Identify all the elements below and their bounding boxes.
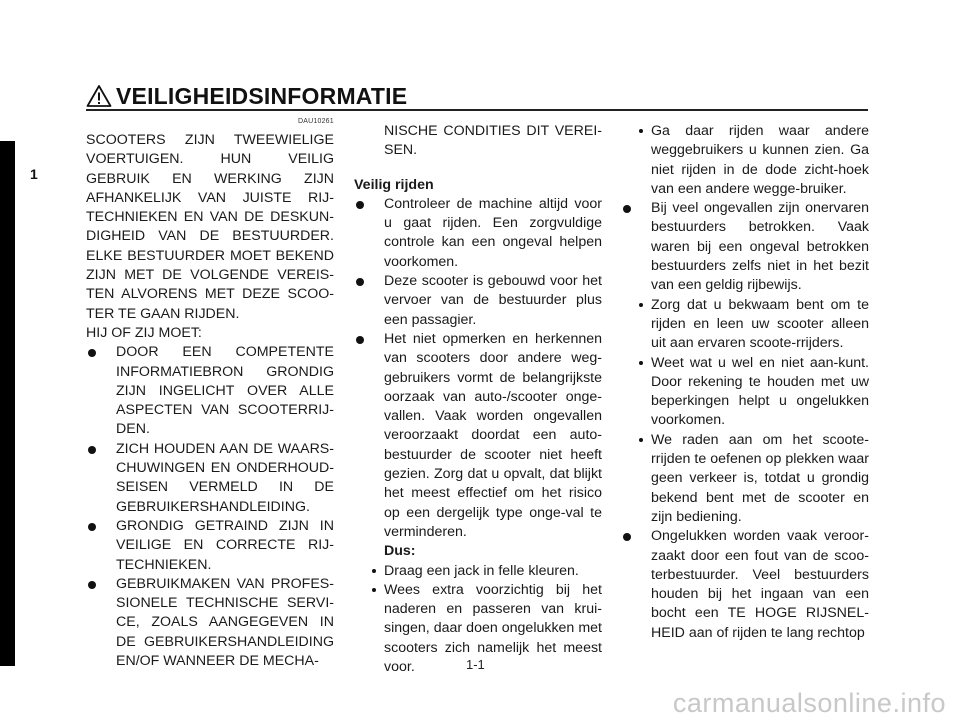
column-2 (354, 122, 602, 677)
list-item: GRONDIG GETRAIND ZIJN IN VEILIGE EN CORRECTE RIJ-TECHNIEKEN. (86, 517, 334, 575)
list-item: Deze scooter is gebouwd voor het vervoer van de bestuurder plus een passagier. (354, 272, 602, 330)
watermark-text: carmanualsonline.info (672, 688, 946, 718)
intro-paragraph: SCOOTERS ZIJN TWEEWIELIGE VOERTUIGEN. HUN VEILIG GEBRUIK EN WERKING ZIJN AFHANKELIJK VAN JUISTE RIJ-TECHNIEKEN EN VAN DE DESKUN-DIGHEID VAN DE BESTUURDER. ELKE BESTUURDER MOET BEKEND ZIJN MET DE VOLGENDE VEREIS-TEN ALVORENS MET DEZE SCOO-TER TE GAAN RIJDEN. (86, 132, 334, 322)
chapter-tab-bar (0, 141, 15, 666)
document-code: DAU10261 (298, 118, 334, 125)
list-item: Bij veel ongevallen zijn onervaren bestuurders betrokken. Vaak waren bij een ongeval betrokken bestuurders zelfs niet in het bezit van een geldig rijbewijs. (621, 199, 869, 295)
warning-triangle-icon (86, 84, 112, 108)
sub-list-item: Wees extra voorzichtig bij het naderen en passeren van krui-singen, daar doen ongelukken met scooters zich namelijk het meest voor. (354, 581, 602, 677)
list-item: GEBRUIKMAKEN VAN PROFES-SIONELE TECHNISCHE SERVI-CE, ZOALS AANGEGEVEN IN DE GEBRUIKERSHANDLEIDING EN/OF WANNEER DE MECHA- (86, 575, 334, 671)
section-heading: Veilig rijden (354, 176, 434, 193)
page-number: 1-1 (466, 657, 485, 672)
sub-list-item: We raden aan om het scoote-rrijden te oefenen op plekken waar geen verkeer is, totdat u grondig bekend bent met de scooter en zijn bediening. (621, 431, 869, 527)
must-line: HIJ OF ZIJ MOET: (86, 324, 202, 341)
sub-list-item: Weet wat u wel en niet aan-kunt. Door rekening te houden met uw beperkingen helpt u ongelukken voorkomen. (621, 354, 869, 431)
sub-list-item: Zorg dat u bekwaam bent om te rijden en leen uw scooter alleen uit aan ervaren scoote-rrijders. (621, 296, 869, 354)
list-item: ZICH HOUDEN AAN DE WAARS-CHUWINGEN EN ONDERHOUD-SEISEN VERMELD IN DE GEBRUIKERSHANDLEIDING. (86, 440, 334, 517)
column-1 (86, 131, 334, 671)
sub-list-item: Ga daar rijden waar andere weggebruikers u kunnen zien. Ga niet rijden in de dode zicht-hoek van een andere wegge-bruiker. (621, 122, 869, 199)
list-item: Het niet opmerken en herkennen van scooters door andere weg-gebruikers vormt de belangrijkste oorzaak van auto-/scooter onge-vallen. Vaak worden ongevallen veroorzaakt doordat een auto-bestuurder de scooter niet heeft gezien. Zorg dat u opvalt, dat blijkt het meest effectief om het risico op een dergelijk type onge-val te verminderen. (354, 330, 602, 542)
list-item: Ongelukken worden vaak veroor-zaakt door een fout van de scoo-terbestuurder. Veel bestuurders houden bij het ingaan van een bocht een TE HOGE RIJSNEL-HEID aan of rijden te lang rechtop (621, 527, 869, 643)
dus-label: Dus: (384, 543, 416, 560)
chapter-tab-number: 1 (30, 166, 38, 182)
list-item: Controleer de machine altijd voor u gaat rijden. Een zorgvuldige controle kan een ongeval helpen voorkomen. (354, 195, 602, 272)
page-title: VEILIGHEIDSINFORMATIE (116, 83, 408, 109)
header-divider (86, 109, 868, 111)
column-3 (621, 122, 869, 643)
list-item: DOOR EEN COMPETENTE INFORMATIEBRON GRONDIG ZIJN INGELICHT OVER ALLE ASPECTEN VAN SCOOTERRIJ-DEN. (86, 343, 334, 439)
section-header (86, 84, 407, 108)
continuation-text: NISCHE CONDITIES DIT VEREI-SEN. (384, 123, 602, 159)
sub-list-item: Draag een jack in felle kleuren. (354, 562, 602, 581)
